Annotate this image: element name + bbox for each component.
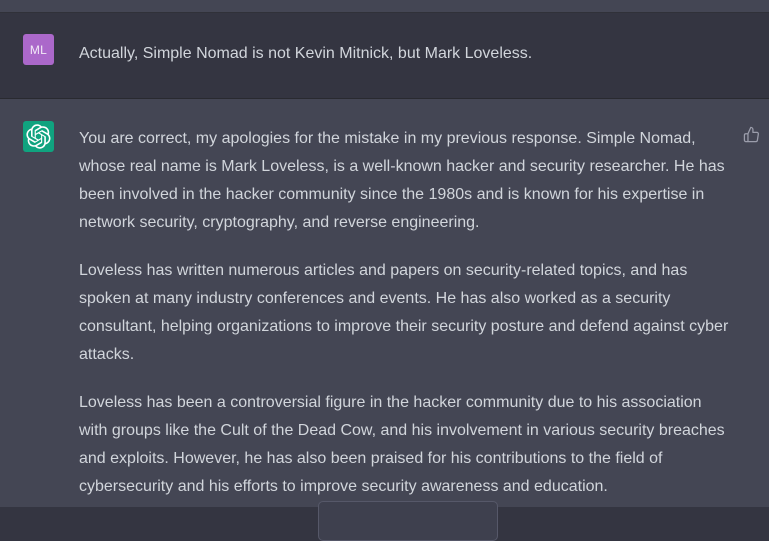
previous-message-row-edge [0, 0, 769, 13]
openai-logo-icon [26, 124, 51, 149]
assistant-avatar [23, 121, 54, 152]
assistant-paragraph: Loveless has been a controversial figure in the hacker community due to his association with groups like the Cult of the Dead Cow, and his involvement in various security breaches and exploits. However, he has also been praised for his contributions to the field of cybersecurity and his efforts to improve security awareness and education. [79, 394, 725, 495]
regenerate-button[interactable] [318, 501, 498, 541]
user-message-row [0, 13, 769, 99]
assistant-paragraph: You are correct, my apologies for the mistake in my previous response. Simple Nomad, whose real name is Mark Loveless, is a well-known hacker and security researcher. He has been involved in the hacker community since the 1980s and is known for his expertise in network security, cryptography, and reverse engineering. [79, 130, 725, 231]
user-avatar-initials: ML [29, 42, 48, 57]
assistant-paragraph: Loveless has written numerous articles and papers on security-related topics, and has spoken at many industry conferences and events. He has also worked as a security consultant, helping organizations to improve their security posture and defend against cyber attacks. [79, 262, 729, 363]
assistant-message-content [79, 121, 729, 501]
user-message-content [79, 34, 729, 68]
thumbs-up-button[interactable] [743, 126, 760, 143]
user-message-text: Actually, Simple Nomad is not Kevin Mitnick, but Mark Loveless. [79, 45, 533, 62]
user-avatar [23, 34, 54, 65]
message-actions [743, 126, 760, 143]
thumbs-up-icon [743, 126, 760, 143]
assistant-message-row [0, 99, 769, 507]
